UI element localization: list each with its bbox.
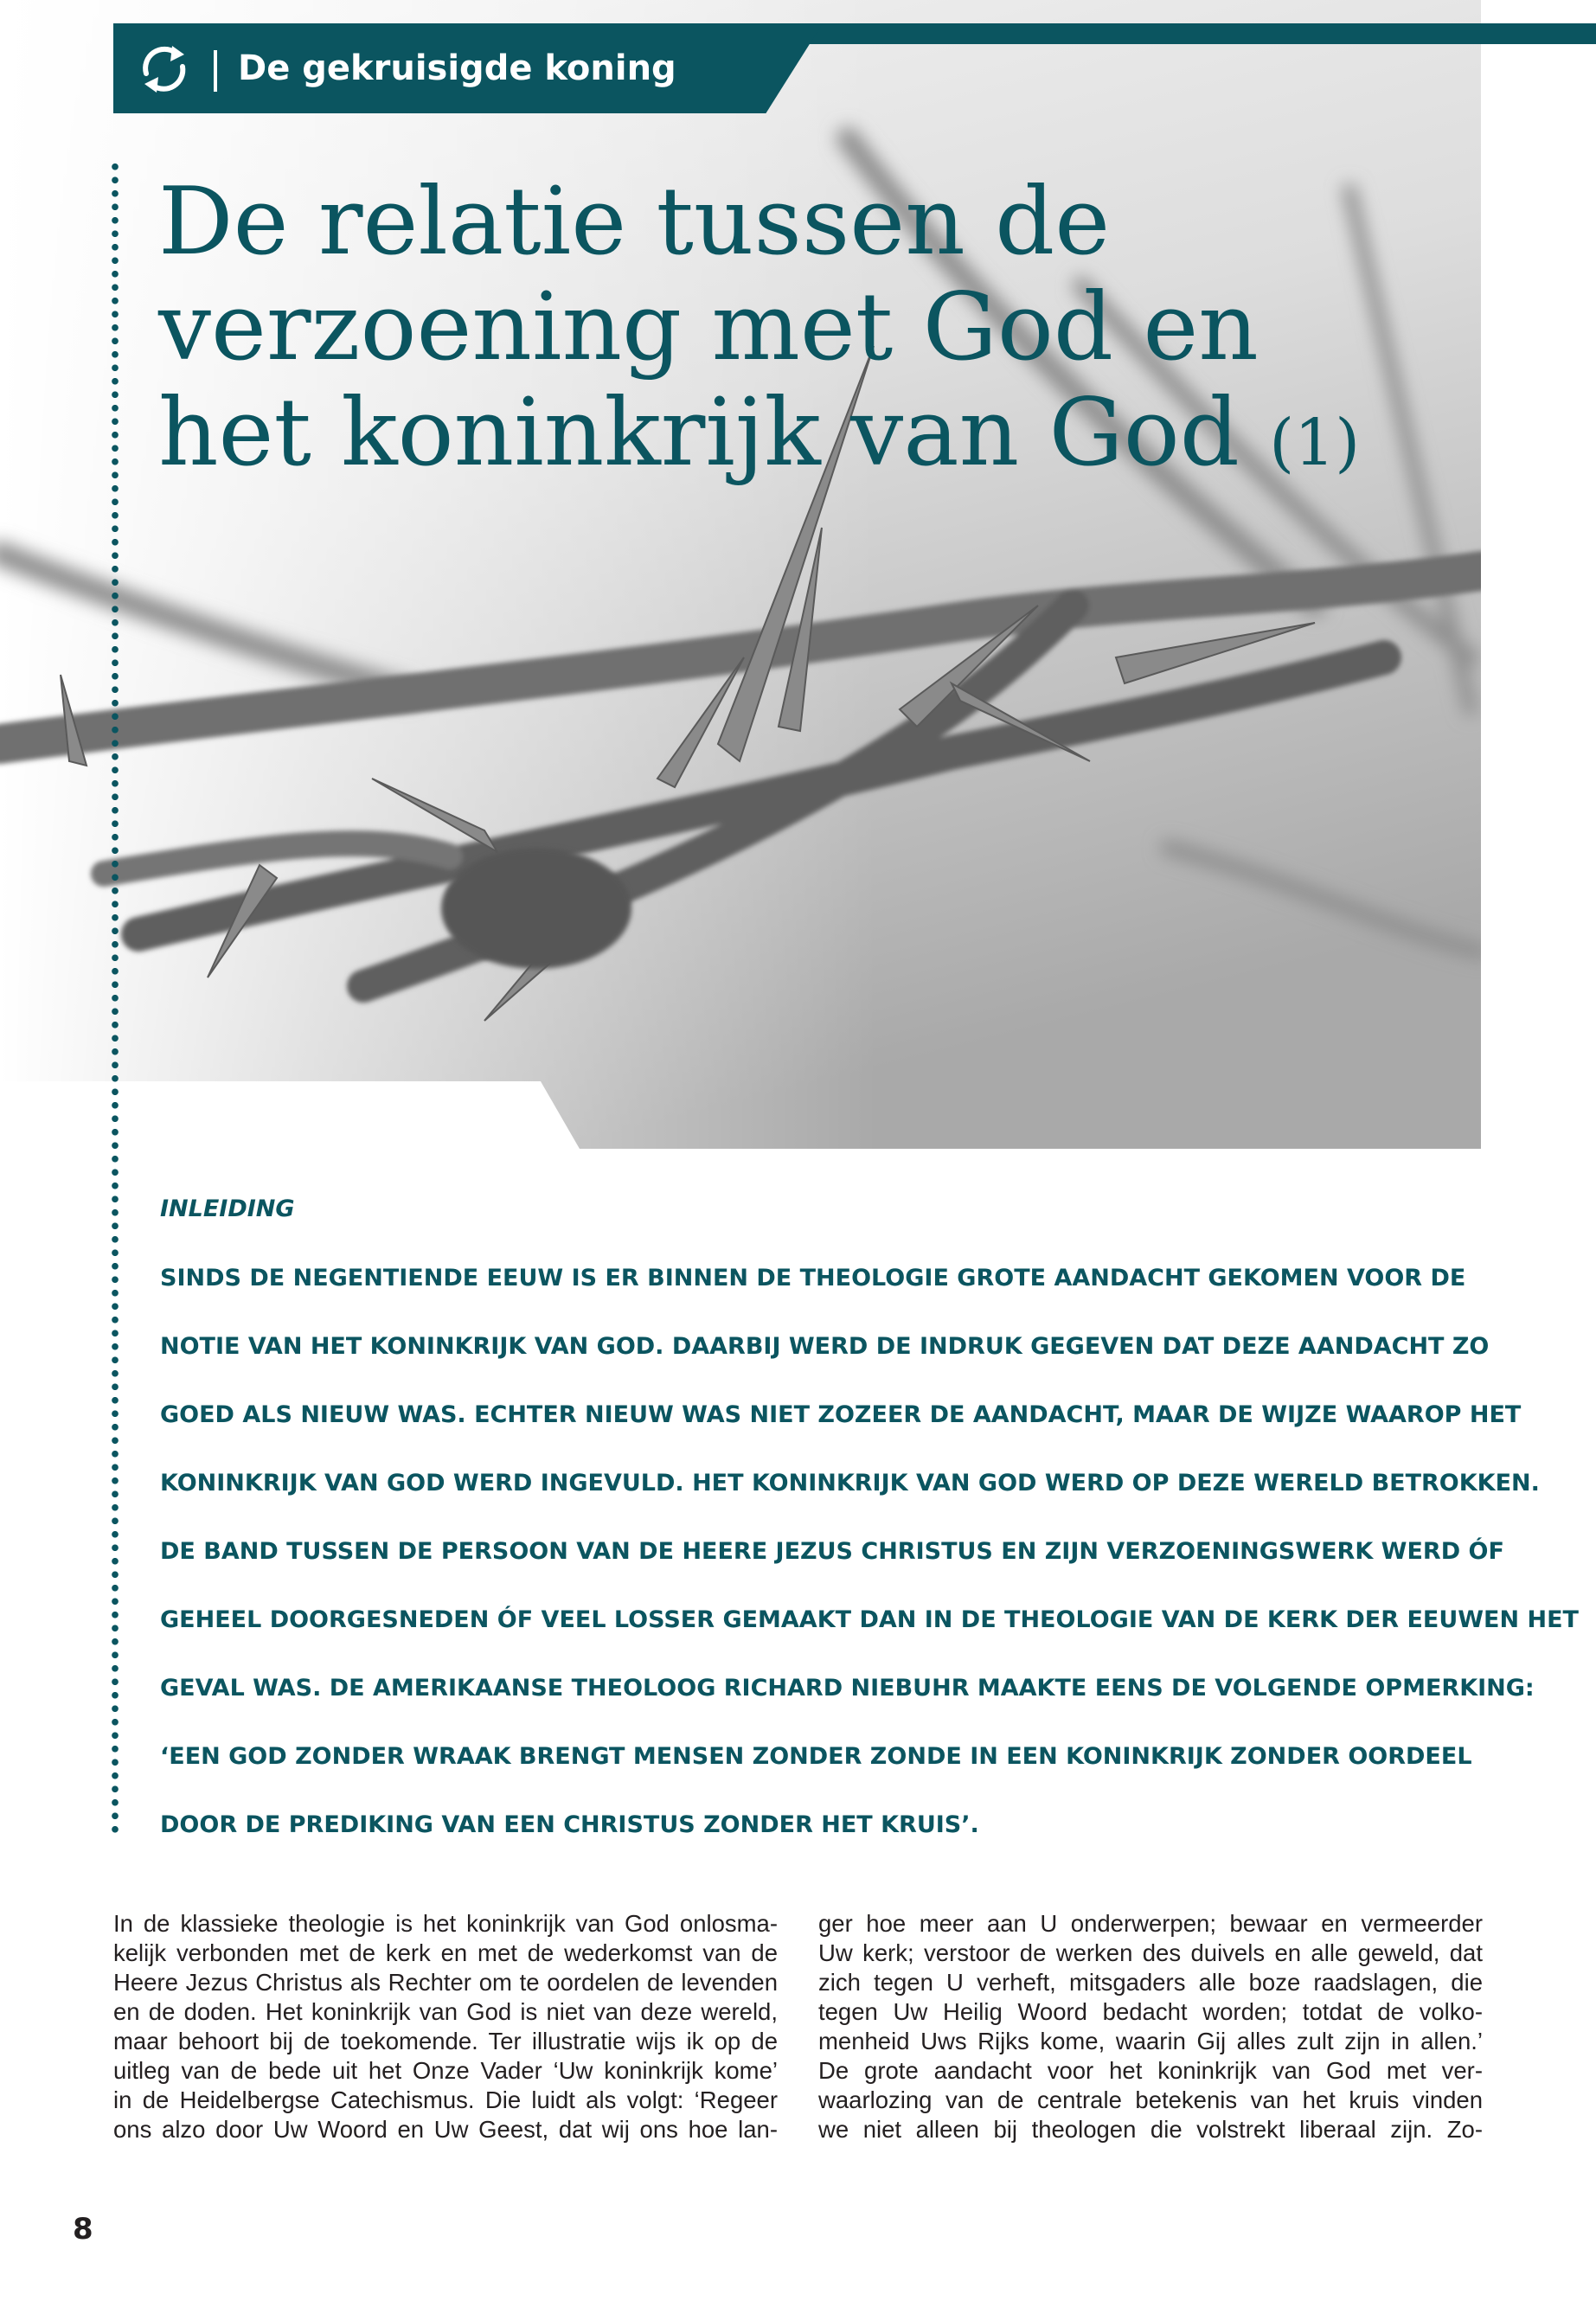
body-line: en de doden. Het koninkrijk van God is niet van deze wereld, [113, 1998, 778, 2025]
body-line: ons alzo door Uw Woord en Uw Geest, dat wij ons hoe lan- [113, 2116, 778, 2143]
body-line: Heere Jezus Christus als Rechter om te oordelen de levenden [113, 1969, 778, 1996]
header-rule [779, 23, 1596, 44]
body-line: menheid Uws Rijks kome, waarin Gij alles zult zijn in allen.’ [818, 2028, 1483, 2054]
title-line [158, 381, 1456, 496]
intro-text [160, 1261, 1579, 1876]
title-line: verzoening met God en [158, 273, 1259, 381]
body-line: maar behoort bij de toekomende. Ter illustratie wijs ik op de [113, 2028, 778, 2054]
title-part-number: (1) [1269, 406, 1361, 480]
intro-line: DOOR DE PREDIKING VAN EEN CHRISTUS ZONDER HET KRUIS’. [160, 1811, 979, 1838]
intro-line: GEVAL WAS. DE AMERIKAANSE THEOLOOG RICHARD NIEBUHR MAAKTE EENS DE VOLGENDE OPMERKING: [160, 1675, 1535, 1702]
body-line: waarlozing van de centrale betekenis van het kruis vinden [818, 2086, 1483, 2113]
intro-line: GEHEEL DOORGESNEDEN ÓF VEEL LOSSER GEMAAKT DAN IN DE THEOLOGIE VAN DE KERK DER EEUWEN HET [160, 1606, 1579, 1633]
body-line: kelijk verbonden met de kerk en met de wederkomst van de [113, 1939, 778, 1966]
intro-line: DE BAND TUSSEN DE PERSOON VAN DE HEERE JEZUS CHRISTUS EN ZIJN VERZOENINGSWERK WERD ÓF [160, 1538, 1504, 1565]
page-number: 8 [73, 2212, 93, 2247]
body-line: De grote aandacht voor het koninkrijk van God met ver- [818, 2057, 1483, 2084]
intro-line: KONINKRIJK VAN GOD WERD INGEVULD. HET KONINKRIJK VAN GOD WERD OP DEZE WERELD BETROKKEN. [160, 1470, 1540, 1497]
article-title [158, 170, 1456, 496]
intro-line: ‘EEN GOD ZONDER WRAAK BRENGT MENSEN ZONDER ZONDE IN EEN KONINKRIJK ZONDER OORDEEL [160, 1743, 1472, 1770]
body-line: Uw kerk; verstoor de werken des duivels en alle geweld, dat [818, 1939, 1483, 1966]
section-label: De gekruisigde koning [238, 48, 676, 88]
intro-line: GOED ALS NIEUW WAS. ECHTER NIEUW WAS NIET ZOZEER DE AANDACHT, MAAR DE WIJZE WAAROP HET [160, 1401, 1522, 1428]
intro-line: NOTIE VAN HET KONINKRIJK VAN GOD. DAARBIJ WERD DE INDRUK GEGEVEN DAT DEZE AANDACHT ZO [160, 1333, 1490, 1360]
title-line: De relatie tussen de [158, 168, 1111, 276]
body-line: ger hoe meer aan U onderwerpen; bewaar en vermeerder [818, 1910, 1483, 1937]
body-column-left [113, 1909, 778, 2144]
body-line: in de Heidelbergse Catechismus. Die luidt als volgt: ‘Regeer [113, 2086, 778, 2113]
body-column-right [818, 1909, 1483, 2144]
body-line: tegen Uw Heilig Woord bedacht worden; totdat de volko- [818, 1998, 1483, 2025]
body-line: In de klassieke theologie is het koninkrijk van God onlosma- [113, 1910, 778, 1937]
intro-line: SINDS DE NEGENTIENDE EEUW IS ER BINNEN DE THEOLOGIE GROTE AANDACHT GEKOMEN VOOR DE [160, 1265, 1466, 1292]
dotted-rule [111, 160, 119, 1838]
recycle-arrows-icon [134, 39, 195, 99]
body-line: zich tegen U verheft, mitsgaders alle boze raadslagen, die [818, 1969, 1483, 1996]
body-line: uitleg van de bede uit het Onze Vader ‘Uw koninkrijk kome’ [113, 2057, 778, 2084]
header-separator [214, 50, 217, 92]
title-line-text: het koninkrijk van God [158, 379, 1240, 487]
intro-heading: INLEIDING [160, 1195, 295, 1222]
body-line: we niet alleen bij theologen die volstrekt liberaal zijn. Zo- [818, 2116, 1483, 2143]
